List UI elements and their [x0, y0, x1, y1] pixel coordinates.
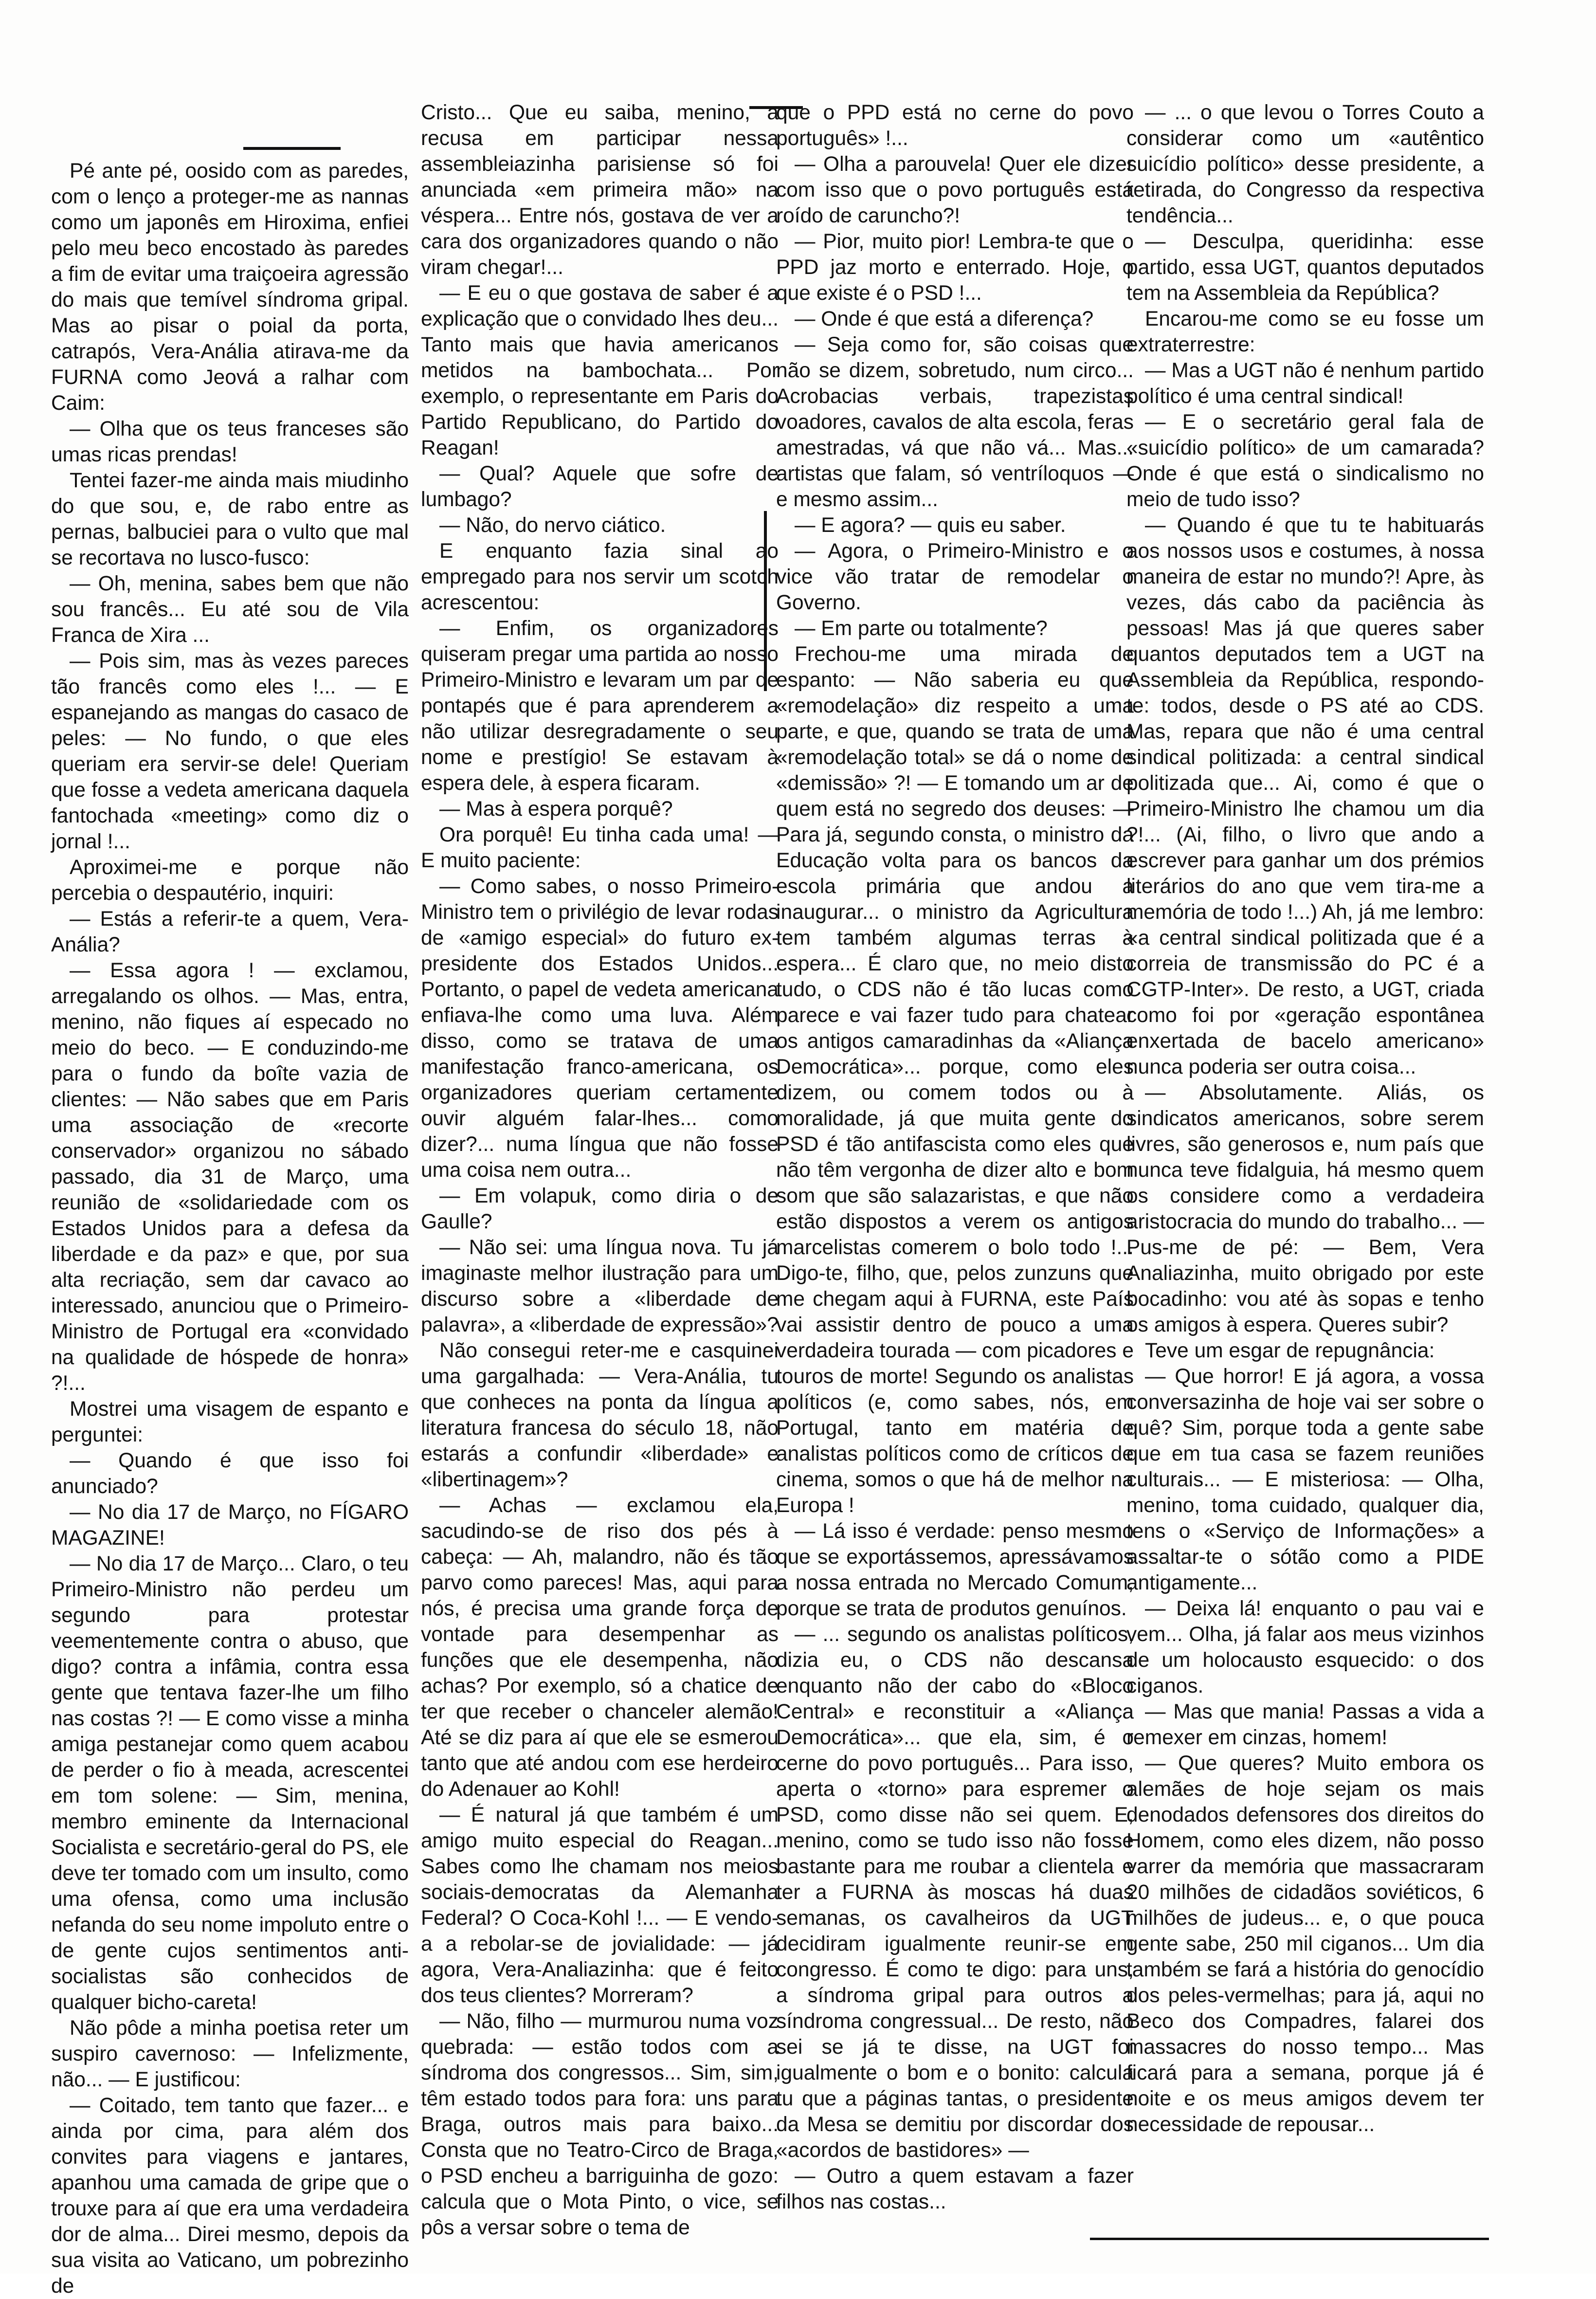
paragraph: — Estás a referir-te a quem, Vera-Anália?: [51, 908, 409, 956]
paragraph: — Mas a UGT não é nenhum partido político é uma central sindical!: [1126, 359, 1484, 408]
paragraph: — ... segundo os analistas políticos, dizia eu, o CDS não descansa enquanto não der cabo do «Bloco Central» e reconstituir a «Aliança Democrática»... que ela, sim, é o cerne do povo português... Para isso, aperta o «torno» para espremer o PSD, como disse não sei quem. E, menino, como se tudo isso não fosse bastante para me roubar a clientela e ter a FURNA às moscas há duas semanas, os cavalheiros da UGT decidiram igualmente reunir-se em congresso. É como te digo: para uns, a síndroma gripal para outros a síndroma congressual... De resto, não sei se já te disse, na UGT foi igualmente o bom e o bonito: calcula tu que a páginas tantas, o presidente da Mesa se demitiu por discordar dos «acordos de bastidores» —: [776, 1623, 1134, 2162]
paragraph: — E eu o que gostava de saber é a explicação que o convidado lhes deu... Tanto mais que havia americanos metidos na bambochata... Por exemplo, o representante em Paris do Partido Republicano, do Partido do Reagan!: [421, 282, 779, 459]
paragraph: — Enfim, os organizadores quiseram pregar uma partida ao nosso Primeiro-Ministro e levaram um par de pontapés que é para aprenderem a não utilizar desregradamente o seu nome e prestígio! Se estavam à espera dele, à espera ficaram.: [421, 617, 779, 795]
paragraph: que o PPD está no cerne do povo português» !...: [776, 101, 1134, 150]
paragraph: Ora porquê! Eu tinha cada uma! — E muito paciente:: [421, 823, 779, 872]
paragraph: Não consegui reter-me e casquinei uma gargalhada: — Vera-Anália, tu que conheces na ponta da língua a literatura francesa do século 18, não estarás a confundir «liberdade» e «libertinagem»?: [421, 1339, 779, 1491]
paragraph: — Coitado, tem tanto que fazer... e ainda por cima, para além dos convites para viagens e jantares, apanhou uma camada de gripe que o trouxe para aí que era uma verdadeira dor de alma... Direi mesmo, depois da sua visita ao Vaticano, um pobrezinho de: [51, 2094, 409, 2298]
paragraph: — Quando é que tu te habituarás aos nossos usos e costumes, à nossa maneira de estar no mundo?! Apre, às vezes, dás cabo da paciência às pessoas! Mas já que queres saber quantos deputados tem a UGT na Assembleia da República, respondo-te: todos, desde o PS até ao CDS. Mas, repara que não é uma central sindical politizada: a central sindical politizada que... Ai, como é que o Primeiro-Ministro lhe chamou um dia ?!... (Ai, filho, o livro que ando a escrever para ganhar um dos prémios literários do ano que vem tira-me a memória de todo !...) Ah, já me lembro: «a central sindical politizada que é a correia de transmissão do PC é a CGTP-Inter». De resto, a UGT, criada como foi por «geração espontânea enxertada de bacelo americano» nunca poderia ser outra coisa...: [1126, 514, 1484, 1078]
paragraph: — Não, filho — murmurou numa voz quebrada: — estão todos com a síndroma dos congressos... Sim, sim, têm estado todos para fora: uns para Braga, outros mais para baixo... Consta que no Teatro-Circo de Braga, o PSD encheu a barriguinha de gozo: calcula que o Mota Pinto, o vice, se pôs a versar sobre o tema de: [421, 2010, 779, 2239]
paragraph: — Deixa lá! enquanto o pau vai e vem... Olha, já falar aos meus vizinhos de um holocausto esquecido: o dos ciganos.: [1126, 1597, 1484, 1697]
paragraph: — Seja como for, são coisas que não se dizem, sobretudo, num circo... Acrobacias verbais, trapezistas voadores, cavalos de alta escola, feras amestradas, vá que não vá... Mas... artistas que falam, só ventríloquos — e mesmo assim...: [776, 333, 1134, 511]
paragraph: — Essa agora ! — exclamou, arregalando os olhos. — Mas, entra, menino, não fiques aí especado no meio do beco. — E conduzindo-me para o fundo da boîte vazia de clientes: — Não sabes que em Paris uma associação de «recorte conservador» organizou no sábado passado, dia 31 de Março, uma reunião de «solidariedade com os Estados Unidos para a defesa da liberdade e da paz» e que, por sua alta recriação, sem dar cavaco ao interessado, anunciou que o Primeiro-Ministro de Portugal era «convidado na qualidade de hóspede de honra» ?!...: [51, 959, 409, 1395]
paragraph: — Onde é que está a diferença?: [795, 308, 1094, 330]
paragraph: Frechou-me uma mirada de espanto: — Não saberia eu que «remodelação» diz respeito a uma parte, e que, quando se trata de uma «remodelação total» se dá o nome de «demissão» ?! — E tomando um ar de quem está no segredo dos deuses: — Para já, segundo consta, o ministro da Educação volta para os bancos da escola primária que andou a inaugurar... o ministro da Agricultura tem também algumas terras à espera... É claro que, no meio disto tudo, o CDS não é tão lucas como parece e vai fazer tudo para chatear os antigos camaradinhas da «Aliança Democrática»... porque, como eles dizem, ou comem todos ou à moralidade, já que muita gente do PSD é tão antifascista como eles que não têm vergonha de dizer alto e bom som que são salazaristas, e que não estão dispostos a verem os antigos marcelistas comerem o bolo todo !... Digo-te, filho, que, pelos zunzuns que me chegam aqui à FURNA, este País vai assistir dentro de pouco a uma verdadeira tourada — com picadores e touros de morte! Segundo os analistas políticos (e, como sabes, nós, em Portugal, tanto em matéria de analistas políticos como de críticos de cinema, somos o que há de melhor na Europa !: [776, 643, 1134, 1517]
paragraph: — Desculpa, queridinha: esse partido, essa UGT, quantos deputados tem na Assembleia da República?: [1126, 230, 1484, 305]
paragraph: — Oh, menina, sabes bem que não sou francês... Eu até sou de Vila Franca de Xira ...: [51, 572, 409, 647]
paragraph: — Olha que os teus franceses são umas ricas prendas!: [51, 418, 409, 466]
top-rule-col1: [243, 147, 341, 150]
paragraph: — E o secretário geral fala de «suicídio político» de um camarada? Onde é que está o sindicalismo no meio de tudo isso?: [1126, 411, 1484, 511]
bottom-rule: [1090, 2238, 1489, 2240]
paragraph: — Quando é que isso foi anunciado?: [51, 1449, 409, 1498]
paragraph: — Em parte ou totalmente?: [795, 617, 1048, 640]
paragraph: — ... o que levou o Torres Couto a considerar como um «autêntico suicídio político» desse presidente, a retirada, do Congresso da respectiva tendência...: [1126, 101, 1484, 227]
paragraph: — Qual? Aquele que sofre de lumbago?: [421, 462, 779, 511]
paragraph: — Que horror! E já agora, a vossa conversazinha de hoje vai ser sobre o quê? Sim, porque toda a gente sabe que em tua casa se fazem reuniões culturais... — E misteriosa: — Olha, menino, toma cuidado, qualquer dia, tens o «Serviço de Informações» a assaltar-te o sótão como a PIDE antigamente...: [1126, 1365, 1484, 1594]
paragraph: — Mas que mania! Passas a vida a remexer em cinzas, homem!: [1126, 1700, 1484, 1749]
paragraph: Pé ante pé, oosido com as paredes, com o lenço a proteger-me as nannas como um japonês em Hiroxima, enfiei pelo meu beco encostado às paredes a fim de evitar uma traiçoeira agressão do mais que temível síndroma gripal. Mas ao pisar o poial da porta, catrapós, Vera-Anália atirava-me da FURNA como Jeová a ralhar com Caim:: [51, 160, 409, 415]
paragraph: Não pôde a minha poetisa reter um suspiro cavernoso: — Infelizmente, não... — E justificou:: [51, 2017, 409, 2091]
paragraph: — Pior, muito pior! Lembra-te que o PPD jaz morto e enterrado. Hoje, o que existe é o PSD !...: [776, 230, 1134, 305]
paragraph: — Outro a quem estavam a fazer filhos nas costas...: [776, 2165, 1134, 2213]
column-4: [1126, 100, 1484, 2137]
column-3: [776, 100, 1134, 2215]
paragraph: — No dia 17 de Março, no FÍGARO MAGAZINE!: [51, 1501, 409, 1550]
paragraph: — Que queres? Muito embora os alemães de hoje sejam os mais denodados defensores dos direitos do Homem, como eles dizem, não posso varrer da memória que massacraram 20 milhões de cidadãos soviéticos, 6 milhões de judeus... e, o que pouca gente sabe, 250 mil ciganos... Um dia também se fará a história do genocídio dos peles-vermelhas; para já, aqui no Beco dos Compadres, falarei dos massacres do nosso tempo... Mas ficará para a semana, porque já é noite e os meus amigos devem ter necessidade de repousar...: [1126, 1752, 1484, 2136]
paragraph: Mostrei uma visagem de espanto e perguntei:: [51, 1398, 409, 1446]
paragraph: — E agora? — quis eu saber.: [795, 514, 1066, 537]
paragraph: Tentei fazer-me ainda mais miudinho do que sou, e, de rabo entre as pernas, balbuciei para o vulto que mal se recortava no lusco-fusco:: [51, 469, 409, 569]
paragraph: Encarou-me como se eu fosse um extraterrestre:: [1126, 308, 1484, 356]
paragraph: — Não sei: uma língua nova. Tu já imaginaste melhor ilustração para um discurso sobre a «liberdade de palavra», a «liberdade de expressão»?: [421, 1236, 779, 1336]
paragraph: — No dia 17 de Março... Claro, o teu Primeiro-Ministro não perdeu um segundo para protestar veementemente contra o abuso, que digo? contra a infâmia, contra essa gente que tentava fazer-lhe um filho nas costas ?! — E como visse a minha amiga pestanejar como quem acabou de perder o fio à meada, acrescentei em tom solene: — Sim, menina, membro eminente da Internacional Socialista e secretário-geral do PS, ele deve ter tomado com um insulto, como uma ofensa, como uma inclusão nefanda do seu nome impoluto entre o de gente cujos sentimentos anti-socialistas são conhecidos de qualquer bicho-careta!: [51, 1552, 409, 2014]
paragraph: — Achas — exclamou ela, sacudindo-se de riso dos pés à cabeça: — Ah, malandro, não és tão parvo como pareces! Mas, aqui para nós, é precisa uma grande força de vontade para desempenhar as funções que ele desempenha, não achas? Por exemplo, só a chatice de ter que receber o chanceler alemão! Até se diz para aí que ele se esmerou tanto que até andou com ese herdeiro do Adenauer ao Kohl!: [421, 1494, 779, 1801]
column-1: [51, 158, 409, 2299]
paragraph: — Pois sim, mas às vezes pareces tão francês como eles !... — E espanejando as mangas do casaco de peles: — No fundo, o que eles queriam era servir-se dele! Queriam que fosse a vedeta americana daquela fantochada «meeting» como diz o jornal !...: [51, 650, 409, 853]
column-2: [421, 100, 779, 2241]
paragraph: — É natural já que também é um amigo muito especial do Reagan... Sabes como lhe chamam nos meios sociais-democratas da Alemanha Federal? O Coca-Kohl !... — E vendo-a a rebolar-se de jovialidade: — já agora, Vera-Analiazinha: que é feito dos teus clientes? Morreram?: [421, 1804, 779, 2007]
paragraph: Teve um esgar de repugnância:: [1145, 1339, 1435, 1362]
paragraph: — Olha a parouvela! Quer ele dizer com isso que o povo português está roído de caruncho?!: [776, 153, 1134, 227]
paragraph: — Lá isso é verdade: penso mesmo que se exportássemos, apressávamos a nossa entrada no Mercado Comum, porque se trata de produtos genuínos.: [776, 1520, 1134, 1620]
paragraph: E enquanto fazia sinal ao empregado para nos servir um scotch acrescentou:: [421, 540, 779, 614]
paragraph: — Absolutamente. Aliás, os sindicatos americanos, sobre serem livres, são generosos e, num país que nunca teve fidalguia, há mesmo quem os considere como a verdadeira aristocracia do mundo do trabalho... — Pus-me de pé: — Bem, Vera Analiazinha, muito obrigado por este bocadinho: vou até às sopas e tenho os amigos à espera. Queres subir?: [1126, 1081, 1484, 1336]
paragraph: — Agora, o Primeiro-Ministro e o vice vão tratar de remodelar o Governo.: [776, 540, 1134, 614]
paragraph: — Não, do nervo ciático.: [439, 514, 666, 537]
paragraph: Aproximei-me e porque não percebia o despautério, inquiri:: [51, 856, 409, 905]
paragraph: — Em volapuk, como diria o de Gaulle?: [421, 1185, 779, 1233]
paragraph: — Como sabes, o nosso Primeiro-Ministro tem o privilégio de levar rodas de «amigo especial» do futuro ex-presidente dos Estados Unidos... Portanto, o papel de vedeta americana enfiava-lhe como uma luva. Além disso, como se tratava de uma manifestação franco-americana, os organizadores queriam certamente ouvir alguém falar-lhes... como dizer?... numa língua que não fosse uma coisa nem outra...: [421, 875, 779, 1182]
paragraph: Cristo... Que eu saiba, menino, a recusa em participar nessa assembleiazinha parisiense só foi anunciada «em primeira mão» na véspera... Entre nós, gostava de ver a cara dos organizadores quando o não viram chegar!...: [421, 101, 779, 279]
paragraph: — Mas à espera porquê?: [439, 798, 673, 821]
